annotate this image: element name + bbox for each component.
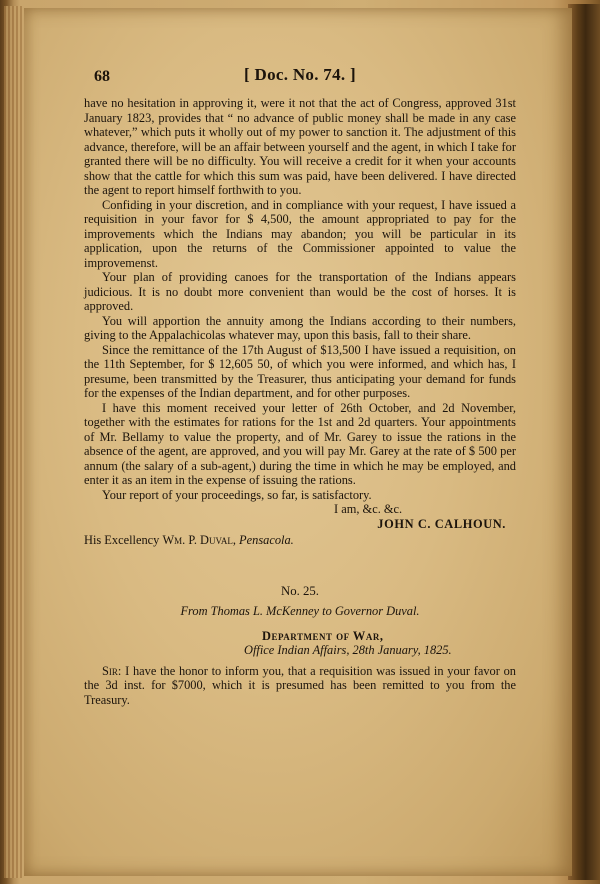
- paragraph-5: Since the remittance of the 17th August of $13,500 I have issued a requisition, on the 11th September, for $ 12,605 50, of which you were informed, and which has, I presume, been transmitted by the Treasurer, thus anticipating your demand for funds for the expenses of the Indian department, and for other purposes.: [84, 342, 516, 400]
- signature: JOHN C. CALHOUN.: [377, 516, 506, 531]
- page-text: [84, 65, 516, 707]
- page-number: 68: [94, 68, 110, 85]
- doc-label: [ Doc. No. 74. ]: [244, 65, 356, 84]
- page-header: [84, 65, 516, 88]
- paragraph-7: Your report of your proceedings, so far, is satisfactory.: [102, 487, 372, 502]
- paragraph-1: have no hesitation in approving it, were it not that the act of Congress, approved 31st January 1823, provides that “ no advance of public money shall be made in any case whatever,” which puts it wholly out of my power to sanction it. The adjustment of this advance, therefore, will be an affair between yourself and the agent, in which I take for granted there will be no difficulty. You will receive a credit for it when your accounts show that the cattle for which this sum was paid, have been delivered. I have directed the agent to report himself forthwith to you.: [84, 96, 516, 197]
- section-gap: [84, 548, 516, 584]
- paragraph-6: I have this moment received your letter of 26th October, and 2d November, together with the estimates for rations for the 1st and 2d quarters. Your appointments of Mr. Bellamy to value the property, and of Mr. Garey to issue the rations in the absence of the agent, are approved, and you will pay Mr. Garey at the rate of $ 500 per annum (the salary of a sub-agent,) during the time in which he may be employed, and enter it as an item in the expense of issuing the rations.: [84, 400, 516, 487]
- addressee-prefix: His Excellency: [84, 533, 163, 547]
- paragraph-3: Your plan of providing canoes for the transportation of the Indians appears judicious. It is no doubt more convenient than would be the cost of horses. It is approved.: [84, 270, 516, 313]
- addressee: [84, 533, 516, 548]
- page-edges: [4, 6, 22, 878]
- letter-text: I have the honor to inform you, that a requisition was issued in your favor on the 3d inst. for $7000, which it is presumed has been remitted to you from the Treasury.: [84, 663, 516, 707]
- letter-body: [84, 664, 516, 708]
- section-title: From Thomas L. McKenney to Governor Duval.: [180, 604, 420, 618]
- department-heading: Department of War,: [262, 628, 384, 643]
- closing: I am, &c. &c.: [334, 502, 403, 516]
- section-number: No. 25.: [280, 583, 320, 598]
- paragraph-4: You will apportion the annuity among the Indians according to their numbers, giving to the Appalachicolas whatever may, upon this basis, fall to their share.: [84, 313, 516, 342]
- salutation: Sir:: [102, 663, 122, 678]
- book-gutter: [568, 4, 600, 880]
- paragraph-2: Confiding in your discretion, and in compliance with your request, I have issued a requisition in your favor for $ 4,500, the amount appropriated to pay for the improvements which the Indians may abandon; you will be particular in its application, upon the returns of the Commissioner appointed to value the improvemenst.: [84, 197, 516, 270]
- addressee-name: Wm. P. Duval,: [162, 533, 236, 547]
- office-date-line: Office Indian Affairs, 28th January, 1825.: [244, 643, 452, 657]
- addressee-place: Pensacola.: [235, 533, 294, 547]
